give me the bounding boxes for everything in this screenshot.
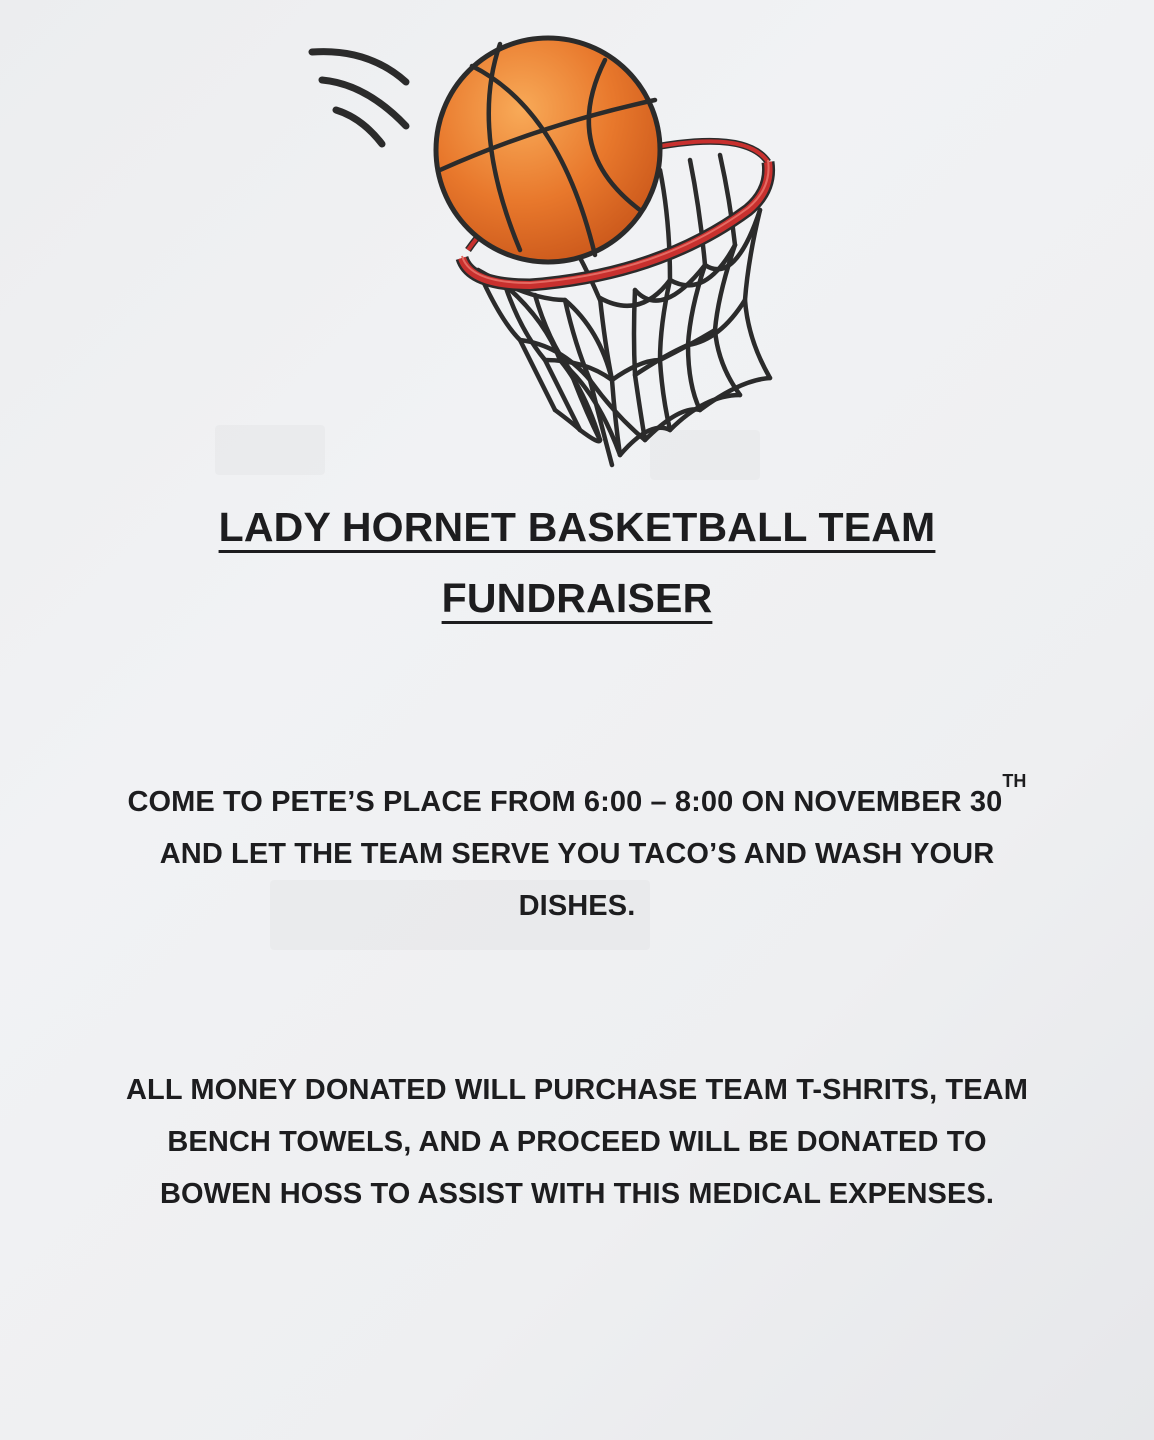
flyer-title-line-2 (0, 575, 1154, 621)
donation-line-3: BOWEN HOSS TO ASSIST WITH THIS MEDICAL EXPENSES. (159, 1178, 995, 1210)
donation-line-2: BENCH TOWELS, AND A PROCEED WILL BE DONATED TO (167, 1126, 987, 1158)
event-line-1-text: COME TO PETE’S PLACE FROM 6:00 – 8:00 ON NOVEMBER 30 (127, 786, 1003, 818)
basketball-hoop-icon (300, 15, 800, 485)
basketball-icon (436, 38, 660, 262)
donation-paragraph (60, 1064, 1094, 1220)
title-text: LADY HORNET BASKETBALL TEAM (218, 504, 936, 550)
title-text: FUNDRAISER (441, 575, 713, 621)
event-line-3: DISHES. (518, 890, 636, 922)
event-line-1 (60, 771, 1094, 828)
donation-line-1: ALL MONEY DONATED WILL PURCHASE TEAM T-SHRITS, TEAM (126, 1074, 1028, 1106)
motion-lines-icon (312, 52, 406, 144)
flyer-title-line-1 (0, 504, 1154, 550)
event-details-paragraph (60, 771, 1094, 932)
event-line-2: AND LET THE TEAM SERVE YOU TACO’S AND WASH YOUR (159, 838, 995, 870)
ordinal-suffix: TH (1002, 771, 1027, 791)
